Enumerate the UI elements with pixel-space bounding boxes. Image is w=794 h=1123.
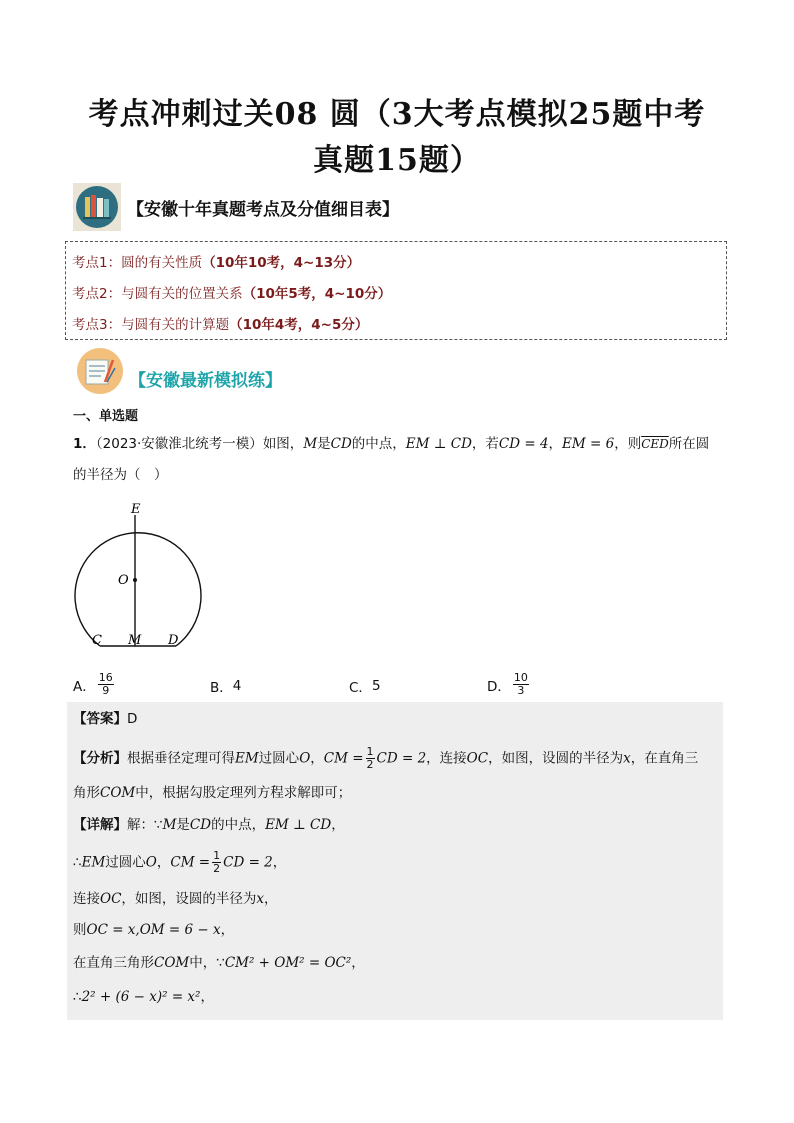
arc-label: $\overline{CED}$	[641, 437, 669, 451]
title-line-2: 真题15题）	[313, 143, 481, 178]
detail-line-3: 连接OC，如图，设圆的半径为x，	[73, 891, 278, 907]
title-line-1: 考点冲刺过关08 圆（3大考点模拟25题中考	[88, 97, 706, 132]
exam-point-1: 考点1：圆的有关性质（10年10考，4~13分）	[72, 255, 361, 271]
exam-point-3: 考点3：与圆有关的计算题（10年4考，4~5分）	[72, 317, 369, 333]
detail-line-4: 则OC = x,OM = 6 − x，	[73, 922, 235, 938]
option-a[interactable]: A． $\frac{16}{9}$	[73, 671, 113, 697]
notebook-pencil-icon	[75, 346, 123, 394]
detail-line-2: ∴EM过圆心O，CM = $\frac{1}{2}$ CD = 2，	[73, 849, 287, 875]
label-c: C	[92, 633, 102, 648]
section-title: 【安徽最新模拟练】	[129, 370, 282, 391]
question-1-line-2: 的半径为（ ）	[73, 467, 168, 483]
answer-line: 【答案】D	[73, 711, 138, 727]
label-d: D	[168, 633, 179, 648]
center-point	[133, 578, 137, 582]
section-header-mock-practice	[75, 346, 282, 394]
label-e: E	[131, 502, 141, 517]
detail-line-6: ∴2² + (6 − x)² = x²，	[73, 989, 214, 1005]
label-m: M	[128, 633, 142, 648]
analysis-line-1: 【分析】根据垂径定理可得EM过圆心O，CM = $\frac{1}{2}$ CD = 2，连接OC，如图，设圆的半径为x，在直角三	[73, 745, 699, 771]
answer-block	[67, 702, 723, 1020]
exam-point-2: 考点2：与圆有关的位置关系（10年5考，4~10分）	[72, 286, 392, 302]
analysis-line-2: 角形COM中，根据勾股定理列方程求解即可；	[73, 785, 352, 801]
label-o: O	[118, 573, 129, 588]
option-b[interactable]: B． 4	[210, 678, 242, 696]
detail-line-5: 在直角三角形COM中，∵CM² + OM² = OC²，	[73, 955, 365, 971]
page-title	[60, 92, 734, 184]
exam-points-box	[65, 241, 727, 340]
circle-figure	[68, 498, 208, 650]
detail-line-1: 【详解】解：∵M是CD的中点，EM ⊥ CD，	[73, 817, 345, 833]
question-type: 一、单选题	[73, 409, 139, 424]
option-d[interactable]: D． $\frac{10}{3}$	[487, 671, 528, 697]
question-1-text: 1．（2023·安徽淮北统考一模）如图，M是CD的中点，EM ⊥ CD，若CD = 4，EM = 6，则$\overline{CED}$所在圆	[73, 436, 710, 452]
option-c[interactable]: C． 5	[349, 678, 381, 696]
circle-arc	[75, 533, 201, 646]
books-icon	[73, 183, 121, 231]
section-header-past-exams	[73, 183, 399, 231]
section-title: 【安徽十年真题考点及分值细目表】	[127, 199, 399, 220]
